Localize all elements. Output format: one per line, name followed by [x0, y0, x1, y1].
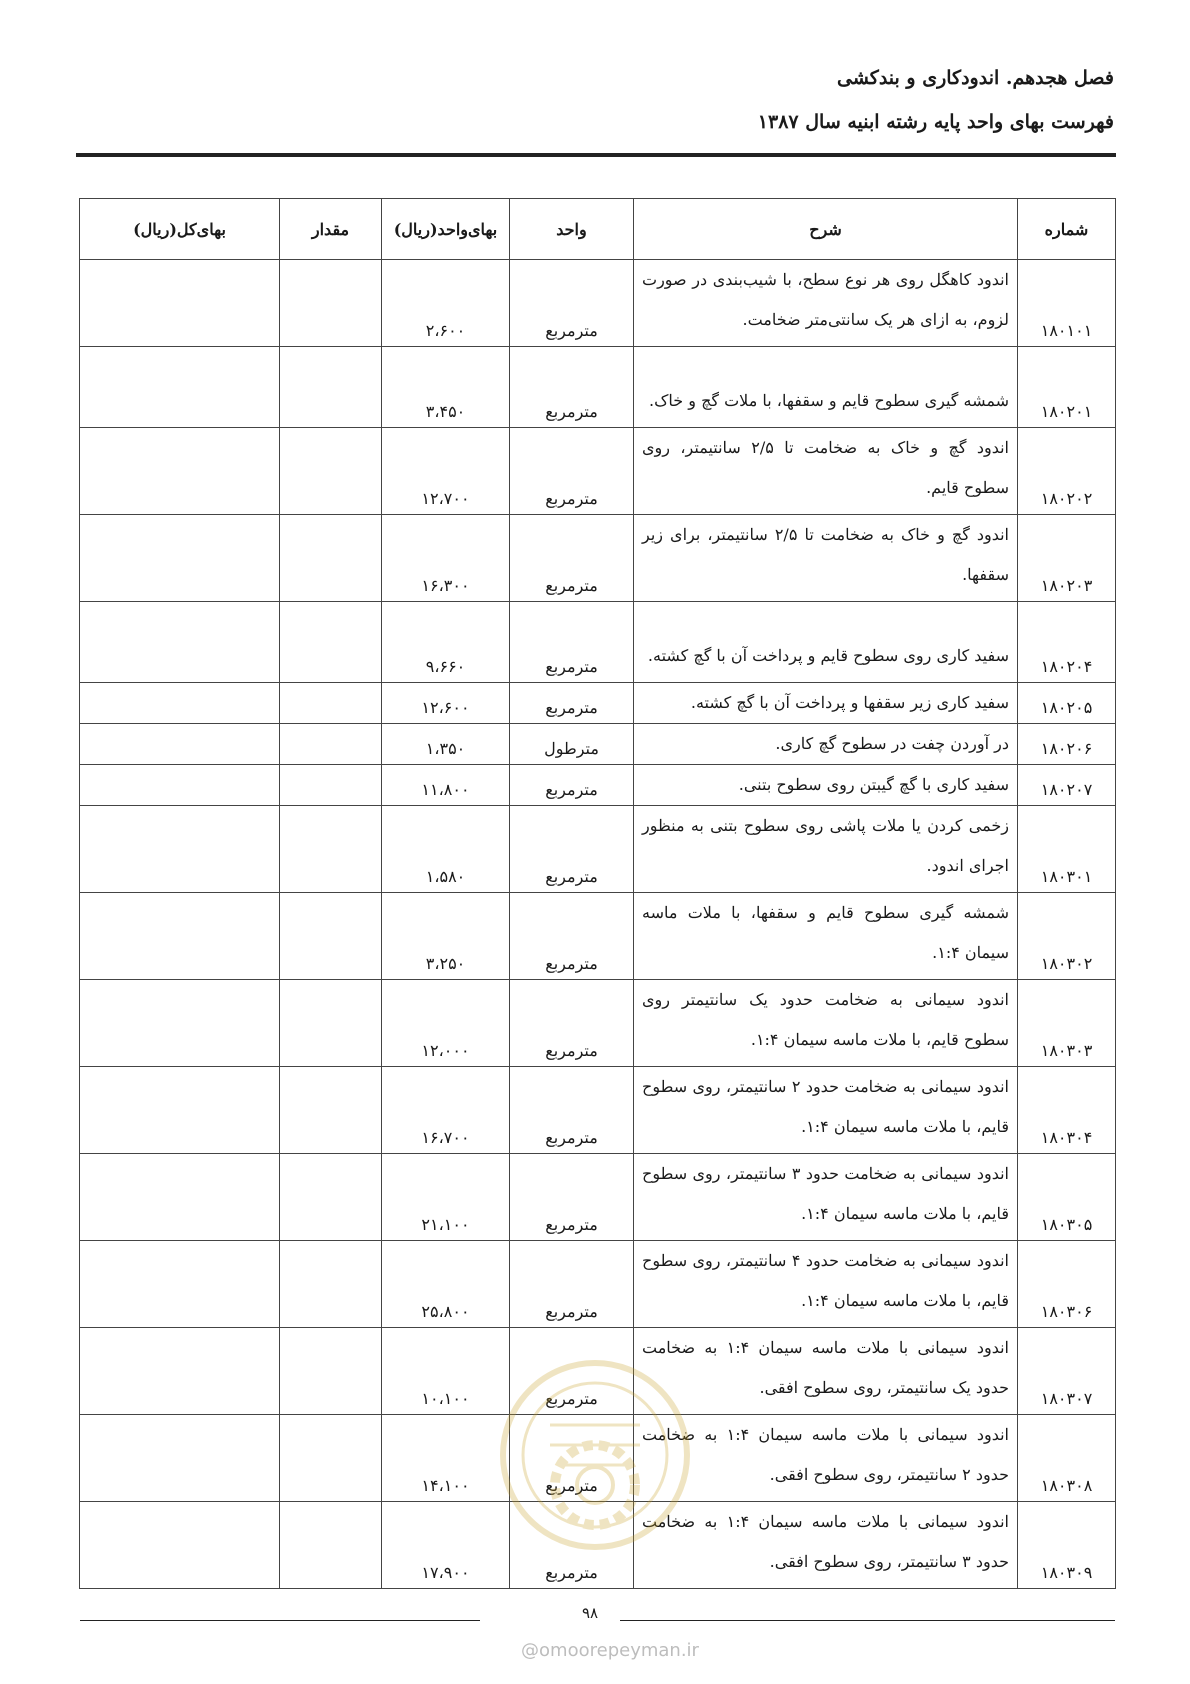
item-description: سفید کاری زیر سقفها و پرداخت آن با گچ کشته. — [634, 683, 1018, 724]
item-quantity — [280, 428, 382, 515]
item-description: اندود سیمانی با ملات ماسه سیمان ۱:۴ به ضخامت حدود یک سانتیمتر، روی سطوح افقی. — [634, 1328, 1018, 1415]
item-description: سفید کاری روی سطوح قایم و پرداخت آن با گچ کشته. — [634, 602, 1018, 683]
item-unit-price: ۱۱،۸۰۰ — [382, 765, 510, 806]
item-unit-price: ۲۵،۸۰۰ — [382, 1241, 510, 1328]
item-unit: مترمربع — [510, 1154, 634, 1241]
item-unit-price: ۹،۶۶۰ — [382, 602, 510, 683]
item-code: ۱۸۰۲۰۶ — [1018, 724, 1116, 765]
item-unit-price: ۲،۶۰۰ — [382, 260, 510, 347]
item-description: اندود گچ و خاک به ضخامت تا ۲/۵ سانتیمتر، برای زیر سقفها. — [634, 515, 1018, 602]
item-total-price — [80, 260, 280, 347]
item-quantity — [280, 260, 382, 347]
item-quantity — [280, 515, 382, 602]
table-row — [80, 1067, 1116, 1154]
item-code: ۱۸۰۳۰۱ — [1018, 806, 1116, 893]
table-row — [80, 1328, 1116, 1415]
item-description: در آوردن چفت در سطوح گچ کاری. — [634, 724, 1018, 765]
item-unit-price: ۱۰،۱۰۰ — [382, 1328, 510, 1415]
column-header-description: شرح — [634, 199, 1018, 260]
item-unit-price: ۲۱،۱۰۰ — [382, 1154, 510, 1241]
item-total-price — [80, 893, 280, 980]
page-header — [74, 62, 1114, 138]
table-row — [80, 515, 1116, 602]
item-unit-price: ۳،۴۵۰ — [382, 347, 510, 428]
item-description: اندود سیمانی به ضخامت حدود ۲ سانتیمتر، روی سطوح قایم، با ملات ماسه سیمان ۱:۴. — [634, 1067, 1018, 1154]
item-unit: مترمربع — [510, 260, 634, 347]
item-unit-price: ۱۴،۱۰۰ — [382, 1415, 510, 1502]
page-number: ۹۸ — [581, 1604, 599, 1622]
item-unit: مترمربع — [510, 1241, 634, 1328]
item-code: ۱۸۰۲۰۲ — [1018, 428, 1116, 515]
chapter-title: فصل هجدهم. اندودکاری و بندکشی — [836, 67, 1114, 89]
table-row — [80, 806, 1116, 893]
footer-divider-left — [80, 1620, 480, 1621]
table-row — [80, 893, 1116, 980]
item-total-price — [80, 1241, 280, 1328]
item-unit: مترمربع — [510, 347, 634, 428]
item-unit: مترمربع — [510, 893, 634, 980]
item-total-price — [80, 428, 280, 515]
item-total-price — [80, 515, 280, 602]
item-quantity — [280, 683, 382, 724]
item-quantity — [280, 1241, 382, 1328]
column-header-code: شماره — [1018, 199, 1116, 260]
table-row — [80, 347, 1116, 428]
item-unit: مترمربع — [510, 602, 634, 683]
item-code: ۱۸۰۲۰۳ — [1018, 515, 1116, 602]
item-code: ۱۸۰۳۰۴ — [1018, 1067, 1116, 1154]
item-unit: مترمربع — [510, 428, 634, 515]
table-row — [80, 1241, 1116, 1328]
item-total-price — [80, 724, 280, 765]
column-header-quantity: مقدار — [280, 199, 382, 260]
item-unit-price: ۱۲،۷۰۰ — [382, 428, 510, 515]
table-row — [80, 428, 1116, 515]
item-unit-price: ۱،۵۸۰ — [382, 806, 510, 893]
column-header-unit: واحد — [510, 199, 634, 260]
item-quantity — [280, 724, 382, 765]
item-total-price — [80, 1328, 280, 1415]
item-quantity — [280, 1415, 382, 1502]
item-code: ۱۸۰۳۰۶ — [1018, 1241, 1116, 1328]
table-header-row — [80, 199, 1116, 260]
item-description: شمشه گیری سطوح قایم و سقفها، با ملات گچ و خاک. — [634, 347, 1018, 428]
item-description: اندود سیمانی با ملات ماسه سیمان ۱:۴ به ضخامت حدود ۳ سانتیمتر، روی سطوح افقی. — [634, 1502, 1018, 1589]
table-row — [80, 1502, 1116, 1589]
item-total-price — [80, 683, 280, 724]
item-total-price — [80, 980, 280, 1067]
item-unit-price: ۱۲،۶۰۰ — [382, 683, 510, 724]
item-description: اندود سیمانی به ضخامت حدود یک سانتیمتر روی سطوح قایم، با ملات ماسه سیمان ۱:۴. — [634, 980, 1018, 1067]
price-list-title: فهرست بهای واحد پایه رشته ابنیه سال ۱۳۸۷ — [757, 111, 1114, 133]
item-unit: مترطول — [510, 724, 634, 765]
item-quantity — [280, 980, 382, 1067]
item-unit: مترمربع — [510, 1328, 634, 1415]
item-total-price — [80, 602, 280, 683]
item-total-price — [80, 1154, 280, 1241]
item-code: ۱۸۰۳۰۳ — [1018, 980, 1116, 1067]
item-description: زخمی کردن یا ملات پاشی روی سطوح بتنی به منظور اجرای اندود. — [634, 806, 1018, 893]
table-row — [80, 1154, 1116, 1241]
item-quantity — [280, 893, 382, 980]
watermark-url: @omoorepeyman.ir — [521, 1640, 699, 1661]
item-total-price — [80, 1415, 280, 1502]
table-row — [80, 1415, 1116, 1502]
item-description: اندود کاهگل روی هر نوع سطح، با شیب‌بندی در صورت لزوم، به ازای هر یک سانتی‌متر ضخامت. — [634, 260, 1018, 347]
header-divider — [76, 153, 1116, 157]
item-quantity — [280, 1328, 382, 1415]
item-unit: مترمربع — [510, 515, 634, 602]
item-unit: مترمربع — [510, 1067, 634, 1154]
item-description: اندود سیمانی به ضخامت حدود ۳ سانتیمتر، روی سطوح قایم، با ملات ماسه سیمان ۱:۴. — [634, 1154, 1018, 1241]
item-unit: مترمربع — [510, 980, 634, 1067]
item-quantity — [280, 1067, 382, 1154]
item-code: ۱۸۰۲۰۵ — [1018, 683, 1116, 724]
item-code: ۱۸۰۱۰۱ — [1018, 260, 1116, 347]
item-total-price — [80, 347, 280, 428]
item-quantity — [280, 602, 382, 683]
item-unit: مترمربع — [510, 683, 634, 724]
item-description: اندود گچ و خاک به ضخامت تا ۲/۵ سانتیمتر، روی سطوح قایم. — [634, 428, 1018, 515]
item-code: ۱۸۰۳۰۵ — [1018, 1154, 1116, 1241]
item-description: شمشه گیری سطوح قایم و سقفها، با ملات ماسه سیمان ۱:۴. — [634, 893, 1018, 980]
item-code: ۱۸۰۲۰۴ — [1018, 602, 1116, 683]
item-quantity — [280, 1154, 382, 1241]
item-code: ۱۸۰۳۰۹ — [1018, 1502, 1116, 1589]
item-code: ۱۸۰۳۰۸ — [1018, 1415, 1116, 1502]
table-row — [80, 980, 1116, 1067]
item-quantity — [280, 347, 382, 428]
item-unit-price: ۳،۲۵۰ — [382, 893, 510, 980]
item-unit-price: ۱۶،۳۰۰ — [382, 515, 510, 602]
item-description: سفید کاری با گچ گیبتن روی سطوح بتنی. — [634, 765, 1018, 806]
item-quantity — [280, 806, 382, 893]
table-row — [80, 602, 1116, 683]
item-unit-price: ۱۷،۹۰۰ — [382, 1502, 510, 1589]
item-quantity — [280, 765, 382, 806]
item-code: ۱۸۰۳۰۲ — [1018, 893, 1116, 980]
item-code: ۱۸۰۲۰۱ — [1018, 347, 1116, 428]
table-row — [80, 683, 1116, 724]
item-unit: مترمربع — [510, 765, 634, 806]
item-unit: مترمربع — [510, 1502, 634, 1589]
item-description: اندود سیمانی به ضخامت حدود ۴ سانتیمتر، روی سطوح قایم، با ملات ماسه سیمان ۱:۴. — [634, 1241, 1018, 1328]
item-unit-price: ۱،۳۵۰ — [382, 724, 510, 765]
item-unit: مترمربع — [510, 806, 634, 893]
table-row — [80, 765, 1116, 806]
table-row — [80, 260, 1116, 347]
item-total-price — [80, 765, 280, 806]
item-code: ۱۸۰۲۰۷ — [1018, 765, 1116, 806]
footer-divider-right — [620, 1620, 1115, 1621]
item-total-price — [80, 1502, 280, 1589]
item-unit-price: ۱۲،۰۰۰ — [382, 980, 510, 1067]
item-quantity — [280, 1502, 382, 1589]
item-total-price — [80, 1067, 280, 1154]
table-row — [80, 724, 1116, 765]
column-header-unit-price: بهای‌واحد(ریال) — [382, 199, 510, 260]
item-unit-price: ۱۶،۷۰۰ — [382, 1067, 510, 1154]
price-table — [79, 198, 1116, 1589]
item-code: ۱۸۰۳۰۷ — [1018, 1328, 1116, 1415]
column-header-total-price: بهای‌کل(ریال) — [80, 199, 280, 260]
item-description: اندود سیمانی با ملات ماسه سیمان ۱:۴ به ضخامت حدود ۲ سانتیمتر، روی سطوح افقی. — [634, 1415, 1018, 1502]
item-total-price — [80, 806, 280, 893]
item-unit: مترمربع — [510, 1415, 634, 1502]
